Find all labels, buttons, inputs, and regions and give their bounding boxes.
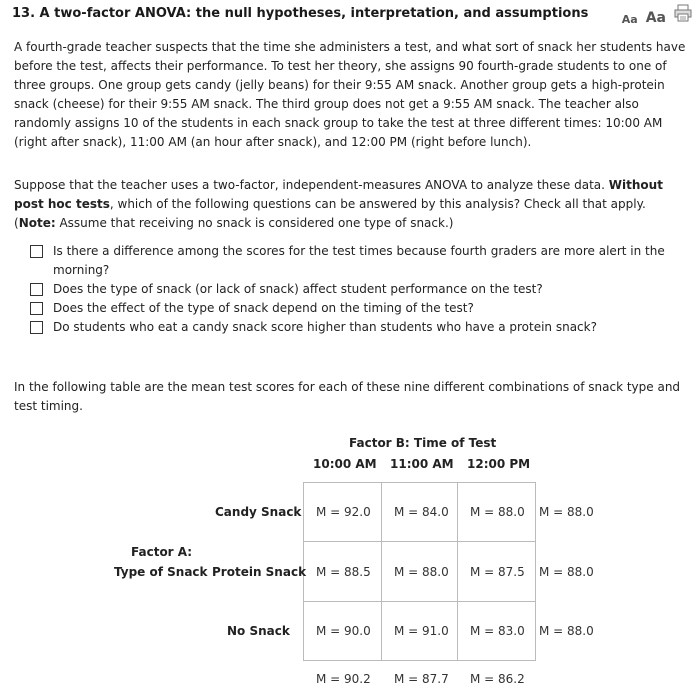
- option-1-checkbox[interactable]: [30, 245, 43, 258]
- prompt-part-a: Suppose that the teacher uses a two-factor, independent-measures ANOVA to analyze these data.: [14, 178, 605, 192]
- row-marginal-protein: M = 88.0: [539, 565, 594, 579]
- cell-candy-1100: M = 84.0: [394, 505, 449, 519]
- grid-line-row1: [303, 541, 535, 542]
- factor-a-sub-label: Type of Snack: [114, 565, 208, 579]
- question-title: 13. A two-factor ANOVA: the null hypotheses, interpretation, and assumptions: [12, 6, 589, 21]
- font-smaller-button[interactable]: Aa: [621, 13, 638, 26]
- cell-protein-1000: M = 88.5: [316, 565, 371, 579]
- row-label-candy: Candy Snack: [215, 505, 302, 519]
- option-3-checkbox[interactable]: [30, 302, 43, 315]
- factor-b-label: Factor B: Time of Test: [349, 436, 497, 450]
- cell-candy-1000: M = 92.0: [316, 505, 371, 519]
- font-larger-button[interactable]: Aa: [645, 10, 666, 26]
- cell-candy-1200: M = 88.0: [470, 505, 525, 519]
- option-4-checkbox[interactable]: [30, 321, 43, 334]
- option-1[interactable]: [30, 242, 690, 280]
- option-4-label: Do students who eat a candy snack score higher than students who have a protein snack?: [53, 320, 597, 334]
- option-2[interactable]: [30, 280, 690, 299]
- factor-a-label: Factor A:: [131, 545, 193, 559]
- column-header-1000: 10:00 AM: [313, 457, 377, 471]
- cell-none-1000: M = 90.0: [316, 624, 371, 638]
- cell-none-1200: M = 83.0: [470, 624, 525, 638]
- grid-line-right: [535, 482, 536, 661]
- grid-line-row2: [303, 601, 535, 602]
- option-4[interactable]: [30, 318, 690, 337]
- cell-protein-1200: M = 87.5: [470, 565, 525, 579]
- cell-none-1100: M = 91.0: [394, 624, 449, 638]
- scenario-paragraph: A fourth-grade teacher suspects that the time she administers a test, and what sort of snack her students have before the test, affects their performance. To test her theory, she assigns 90 fourth-grade students to one of three groups. One group gets candy (jelly beans) for their 9:55 AM snack. Another group gets a high-protein snack (cheese) for their 9:55 AM snack. The third group does not get a 9:55 AM snack. The teacher also randomly assigns 10 of the students in each snack group to take the test at three different times: 10:00 AM (right after snack), 11:00 AM (an hour after snack), and 12:00 PM (right before lunch).: [14, 40, 686, 149]
- prompt-part-c: Assume that receiving no snack is considered one type of snack.): [55, 216, 454, 230]
- row-marginal-candy: M = 88.0: [539, 505, 594, 519]
- option-2-label: Does the type of snack (or lack of snack) affect student performance on the test?: [53, 282, 543, 296]
- prompt-part-b: , which of the following questions can be answered by this analysis? Check all that apply. (: [14, 197, 646, 230]
- option-1-label: Is there a difference among the scores for the test times because fourth graders are more alert in the morning?: [53, 244, 665, 277]
- option-3-label: Does the effect of the type of snack depend on the timing of the test?: [53, 301, 474, 315]
- row-marginal-none: M = 88.0: [539, 624, 594, 638]
- printer-icon[interactable]: [674, 4, 692, 26]
- column-marginal-1100: M = 87.7: [394, 672, 449, 686]
- answer-options: [30, 242, 690, 337]
- grid-line-col2: [457, 482, 458, 661]
- note-label: Note:: [18, 216, 56, 230]
- grid-line-bottom: [303, 660, 535, 661]
- column-header-1200: 12:00 PM: [467, 457, 531, 471]
- font-size-tools: [622, 4, 692, 26]
- row-label-protein: Protein Snack: [212, 565, 307, 579]
- column-marginal-1200: M = 86.2: [470, 672, 525, 686]
- table-intro: In the following table are the mean test scores for each of these nine different combinations of snack type and test timing.: [14, 380, 681, 413]
- column-header-1100: 11:00 AM: [390, 457, 454, 471]
- grid-line-top: [303, 482, 535, 483]
- prompt-bold: Without post hoc tests: [14, 178, 663, 211]
- column-marginal-1000: M = 90.2: [316, 672, 371, 686]
- option-2-checkbox[interactable]: [30, 283, 43, 296]
- grid-line-col1: [381, 482, 382, 661]
- cell-protein-1100: M = 88.0: [394, 565, 449, 579]
- question-prompt: [14, 176, 690, 233]
- option-3[interactable]: [30, 299, 690, 318]
- row-label-none: No Snack: [227, 624, 290, 638]
